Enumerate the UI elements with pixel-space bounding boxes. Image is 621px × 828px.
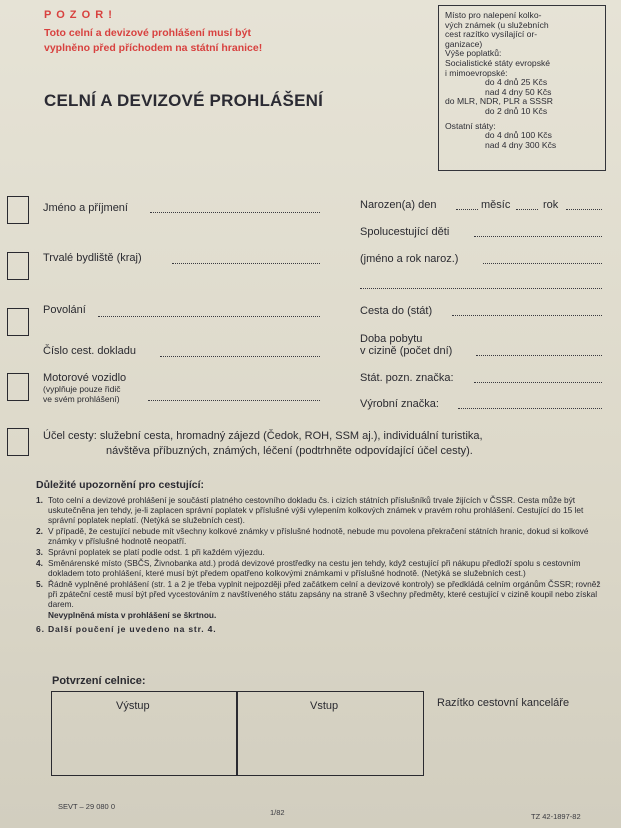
- footer-left: SEVT – 29 080 0: [58, 802, 115, 811]
- label-make: Výrobní značka:: [360, 398, 439, 410]
- column-entry: Vstup: [310, 700, 339, 712]
- fee-line: nad 4 dny 50 Kčs: [485, 86, 552, 97]
- stamp-line: Výše poplatků:: [445, 48, 502, 59]
- field-birth-year[interactable]: [566, 209, 602, 210]
- fee-line: do 2 dnů 10 Kčs: [485, 105, 548, 116]
- confirmation-title: Potvrzení celnice:: [52, 675, 146, 687]
- fee-line: do 4 dnů 100 Kčs: [485, 130, 552, 141]
- fee-line: nad 4 dny 300 Kčs: [485, 139, 557, 150]
- important-notes: [36, 480, 602, 635]
- column-exit: Výstup: [116, 700, 150, 712]
- stamp-line: Socialistické státy evropské: [445, 57, 551, 68]
- label-stay-2: v cizině (počet dní): [360, 345, 453, 357]
- note-item: 1. Toto celní a devizové prohlášení je součástí platného cestovního dokladu čs. i cizích státních příslušníků trvale žijících v ČSSR. Cesta může být uskutečněna jen tehdy, je-li zaplacen správní poplatek v příslušné výši vylepením kolkových známek v pravém rohu prohlášení. Cestující do 15 let správní poplatek neplatí. (Netýká se služebních cest).: [36, 495, 584, 525]
- label-birth-year: rok: [543, 199, 559, 211]
- field-children-extra[interactable]: [360, 288, 602, 289]
- checkbox-purpose[interactable]: [7, 428, 29, 456]
- note-item: 3. Správní poplatek se platí podle odst. 1 při každém výjezdu.: [36, 547, 265, 557]
- checkbox-name[interactable]: [7, 196, 29, 224]
- field-occupation[interactable]: [98, 316, 320, 317]
- vehicle-note-1: (vyplňuje pouze řidič: [43, 384, 121, 394]
- customs-confirmation-table: [51, 691, 424, 776]
- document-title: CELNÍ A DEVIZOVÉ PROHLÁŠENÍ: [44, 91, 324, 110]
- field-vehicle[interactable]: [148, 400, 320, 401]
- field-stay[interactable]: [476, 355, 602, 356]
- label-birth-day: Narozen(a) den: [360, 199, 437, 211]
- stamp-line: i mimoevropské:: [445, 67, 508, 78]
- purpose-line-1: Účel cesty: služební cesta, hromadný zájezd (Čedok, ROH, SSM aj.), individuální turistika,: [43, 430, 483, 442]
- stamp-fee-box: [438, 5, 606, 171]
- label-stay-1: Doba pobytu: [360, 333, 423, 345]
- checkbox-vehicle[interactable]: [7, 373, 29, 401]
- stamp-line: ganizace): [445, 38, 483, 49]
- label-residence: Trvalé bydliště (kraj): [43, 252, 142, 264]
- stamp-line: Místo pro nalepení kolko-: [445, 10, 542, 20]
- note-item: Nevyplněná místa v prohlášení se škrtnou.: [48, 610, 217, 620]
- label-destination: Cesta do (stát): [360, 305, 433, 317]
- checkbox-occupation[interactable]: [7, 308, 29, 336]
- note-item: 2. V případě, že cestující nebude mít všechny kolkové známky v příslušné hodnotě, nebude mu povolena překračení státních hranic, dokud si kolkové známky v příslušné hodnotě neopatří.: [36, 526, 589, 546]
- warning-line-1: Toto celní a devizové prohlášení musí být: [44, 27, 251, 39]
- note-item: 4. Směnárenské místo (SBČS, Živnobanka atd.) prodá devizové prostředky na cestu jen tehdy, když cestující při nákupu předloží spolu s cestovním dokladem toto prohlášení, které musí být předem opatřeno kolkovými známkami v příslušné hodnotě. (Netýká se služebních cest.): [36, 558, 581, 578]
- stamp-line: Ostatní státy:: [445, 120, 496, 131]
- field-destination[interactable]: [452, 315, 602, 316]
- label-passport: Číslo cest. dokladu: [43, 345, 136, 357]
- field-plate[interactable]: [474, 382, 602, 383]
- agency-stamp-label: Razítko cestovní kanceláře: [437, 697, 570, 709]
- field-residence[interactable]: [172, 263, 320, 264]
- stamp-line: cest razítko vysílající or-: [445, 29, 538, 40]
- checkbox-residence[interactable]: [7, 252, 29, 280]
- label-children: Spolucestující děti: [360, 226, 450, 238]
- label-name: Jméno a příjmení: [43, 202, 128, 214]
- notes-heading: Důležité upozornění pro cestující:: [36, 479, 205, 491]
- field-passport[interactable]: [160, 356, 320, 357]
- label-occupation: Povolání: [43, 304, 86, 316]
- stamp-line: vých známek (u služebních: [445, 19, 549, 30]
- vehicle-note-2: ve svém prohlášení): [43, 394, 120, 404]
- label-birth-month: měsíc: [481, 199, 511, 211]
- field-birth-month[interactable]: [516, 209, 538, 210]
- label-plate: Stát. pozn. značka:: [360, 372, 454, 384]
- stamp-line: do MLR, NDR, PLR a SSSR: [445, 96, 553, 107]
- footer-center: 1/82: [270, 808, 285, 817]
- purpose-line-2: návštěva příbuzných, známých, léčení (podtrhněte odpovídající účel cesty).: [106, 445, 473, 457]
- warning-title: P O Z O R !: [44, 9, 113, 21]
- warning-line-2: vyplněno před příchodem na státní hranice!: [44, 42, 263, 54]
- field-child-name-year[interactable]: [483, 263, 602, 264]
- field-children[interactable]: [474, 236, 602, 237]
- footer-right: TZ 42-1897-82: [531, 812, 581, 821]
- field-birth-day[interactable]: [456, 209, 478, 210]
- note-item: 5. Řádně vyplněné prohlášení (str. 1 a 2 je třeba vyplnit nejpozději před začátkem celní a devizové kontroly) se předkládá celním orgánům ČSSR; rovněž při zpáteční cestě musí být před vycestováním z navštíveného státu zapsány na straně 3 všechny předměty, které cestující v cizině koupil nebo získal darem.: [36, 579, 601, 609]
- field-name[interactable]: [150, 212, 320, 213]
- field-make[interactable]: [458, 408, 602, 409]
- fee-line: do 4 dnů 25 Kčs: [485, 77, 548, 88]
- label-vehicle: Motorové vozidlo: [43, 372, 127, 384]
- note-item: 6. Další poučení je uvedeno na str. 4.: [36, 624, 217, 634]
- label-child-name-year: (jméno a rok naroz.): [360, 253, 459, 265]
